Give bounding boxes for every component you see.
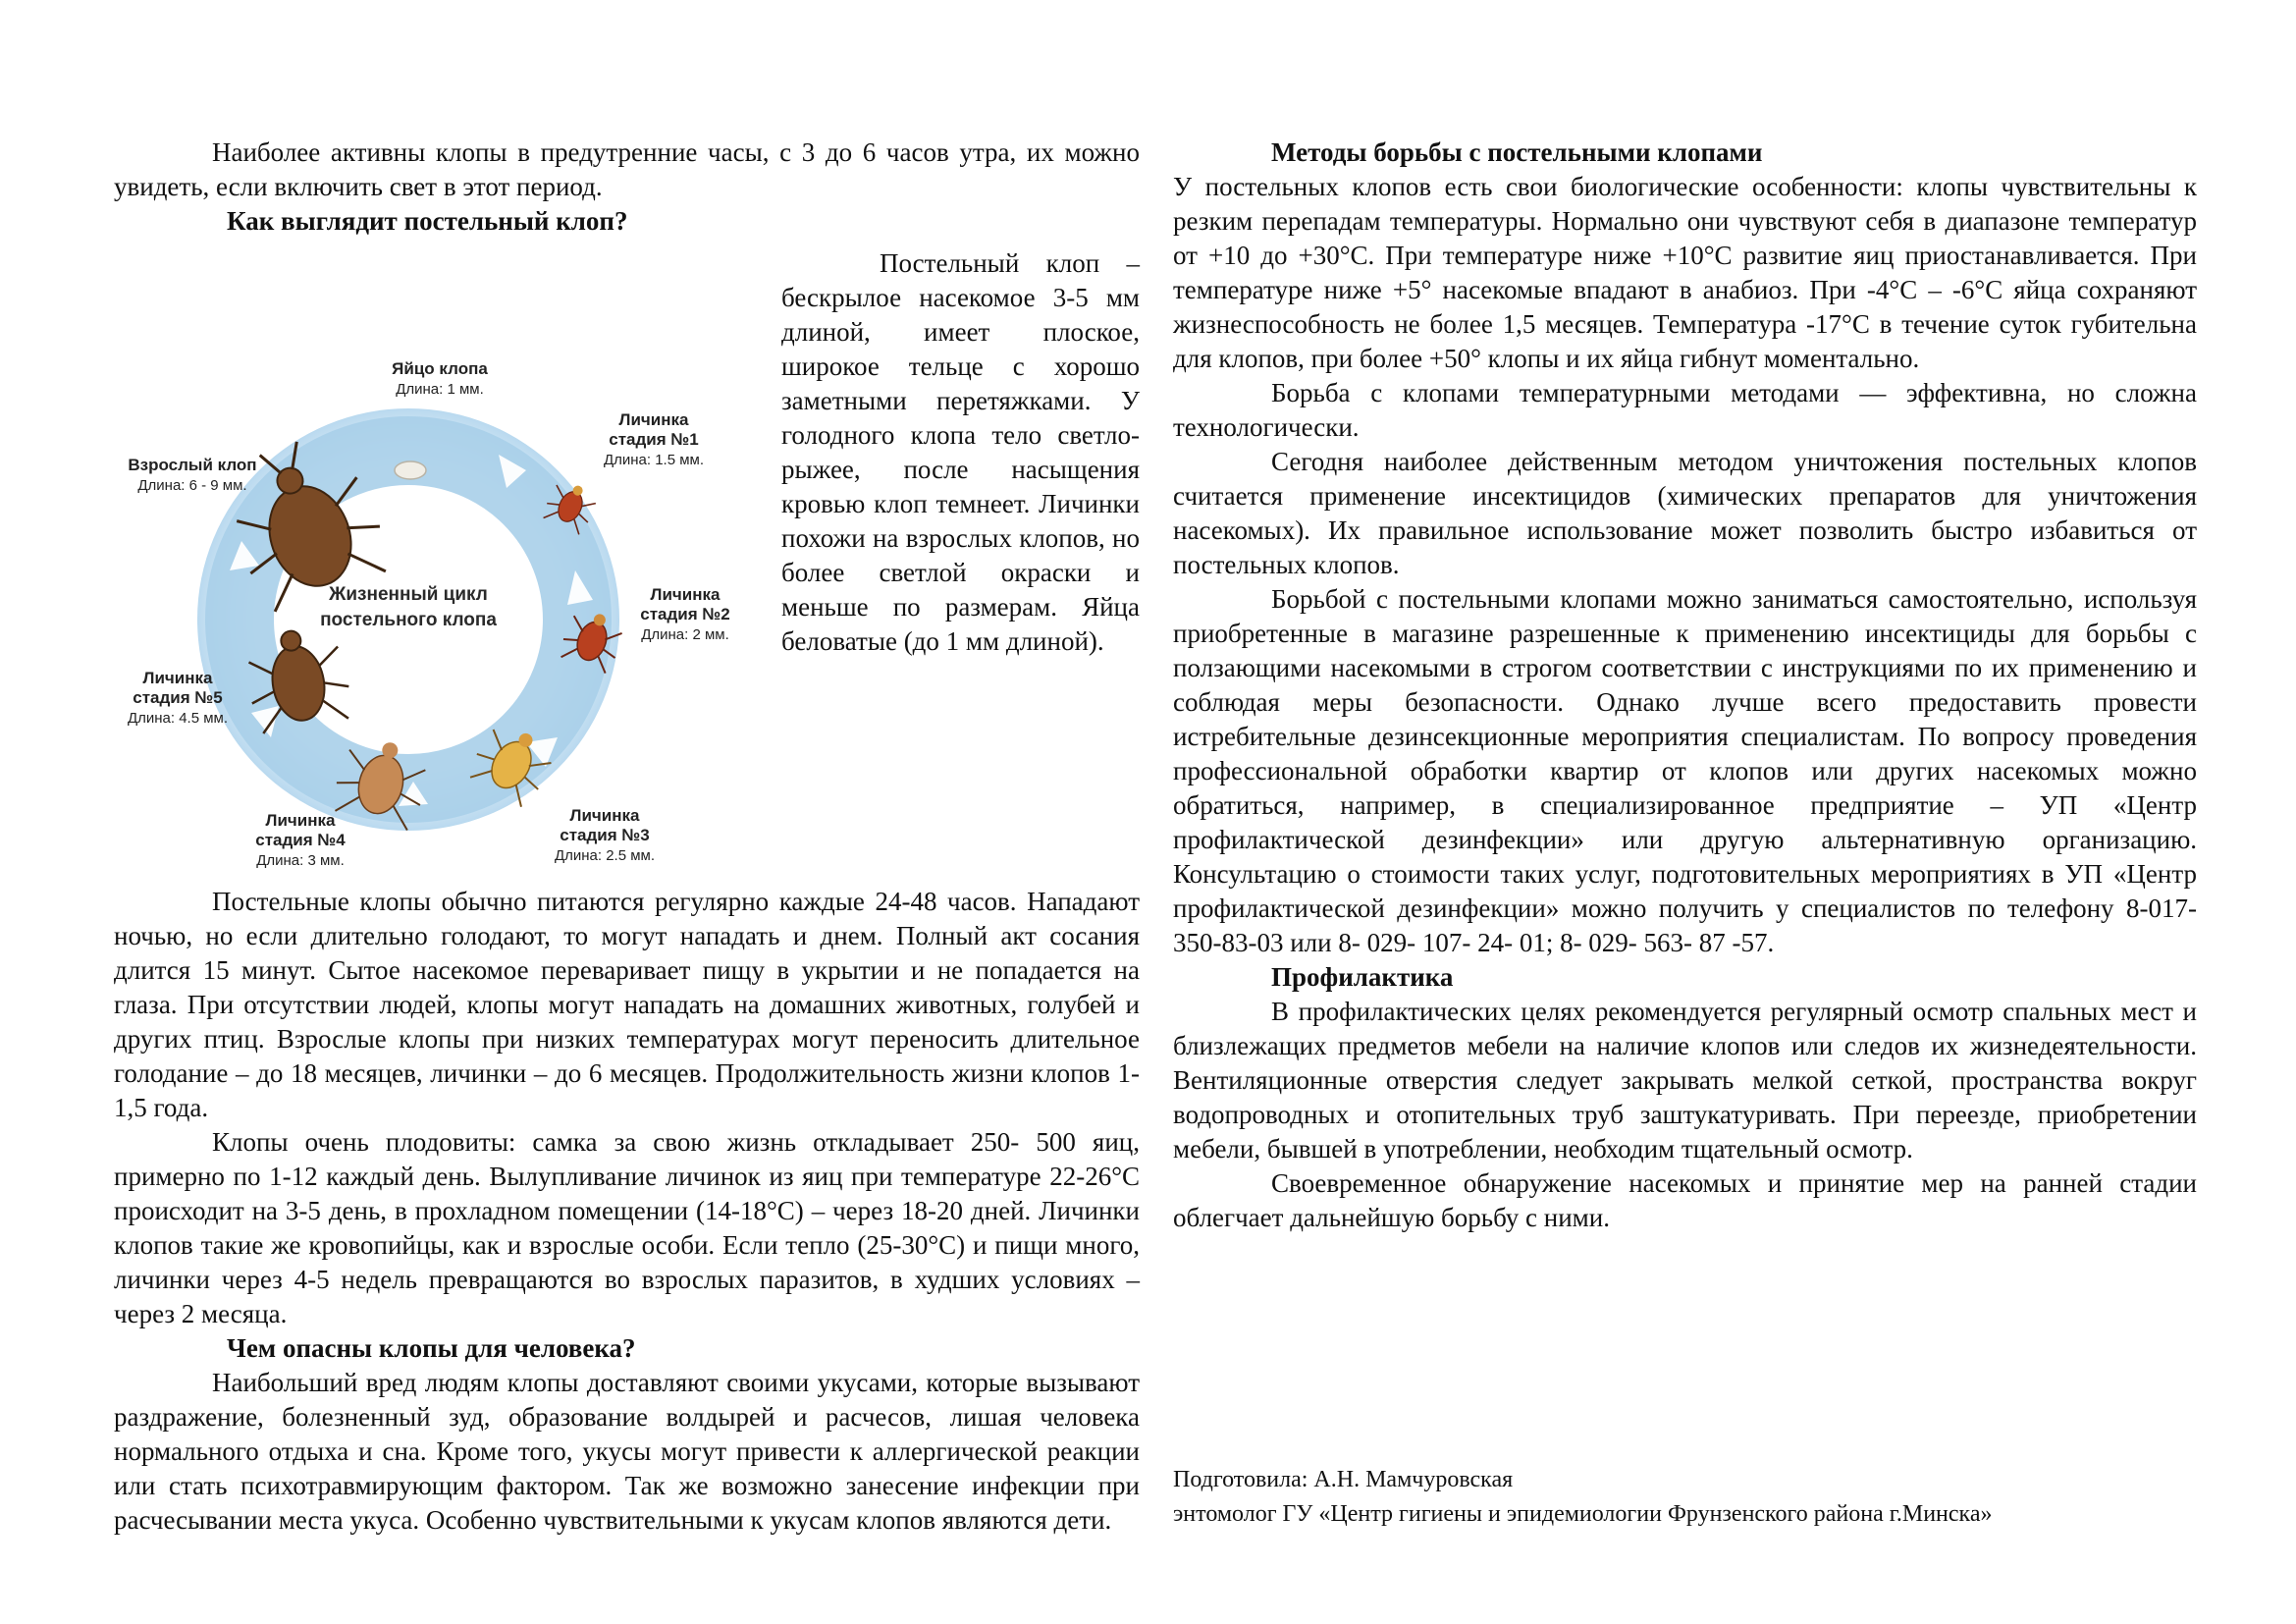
stage5-length: Длина: 4.5 мм. — [127, 710, 229, 727]
heading-appearance: Как выглядит постельный клоп? — [227, 206, 628, 236]
stage5-title1: Личинка — [142, 669, 213, 687]
left-column — [114, 135, 1140, 1538]
egg-length: Длина: 1 мм. — [396, 381, 484, 398]
signature-affiliation: энтомолог ГУ «Центр гигиены и эпидемиологии Фрунзенского района г.Минска» — [1173, 1501, 1993, 1527]
intro-paragraph: Наиболее активны клопы в предутренние часы, с 3 до 6 часов утра, их можно увидеть, если включить свет в этот период. — [114, 137, 1140, 201]
heading-danger: Чем опасны клопы для человека? — [227, 1333, 636, 1363]
stage1-title2: стадия №1 — [609, 430, 699, 449]
heading-methods: Методы борьбы с постельными клопами — [1271, 137, 1763, 167]
stage3-title2: стадия №3 — [560, 826, 650, 844]
stage2-title1: Личинка — [650, 585, 721, 604]
stage4-title2: стадия №4 — [255, 831, 346, 849]
stage3-length: Длина: 2.5 мм. — [554, 847, 656, 864]
center-label-line2: постельного клопа — [320, 610, 497, 630]
feeding-paragraph: Постельные клопы обычно питаются регулярно каждые 24-48 часов. Нападают ночью, но если длительно голодают, то могут нападать и днем. Полный акт сосания длится 15 минут. Сытое насекомое переваривает пищу в укрытии и не попадается на глаза. При отсутствии людей, клопы могут нападать на домашних животных, голубей и других птиц. Взрослые клопы при низких температурах могут переносить длительное голодание – до 18 месяцев, личинки – до 6 месяцев. Продолжительность жизни клопов 1-1,5 года. — [114, 887, 1140, 1122]
signature-block — [1173, 1463, 1993, 1532]
stage1-title1: Личинка — [618, 410, 689, 429]
stage2-length: Длина: 2 мм. — [641, 626, 729, 643]
stage3-title1: Личинка — [569, 806, 640, 825]
stage1-length: Длина: 1.5 мм. — [603, 452, 705, 468]
methods-paragraph-4: Борьбой с постельными клопами можно заниматься самостоятельно, используя приобретенные в магазине разрешенные к применению инсектициды для борьбы с ползающими насекомыми в строгом соответствии с инструкциями по их применению и соблюдая меры безопасности. Однако лучше всего предоставить провести истребительные дезинсекционные мероприятия специалистам. По вопросу проведения профессиональной обработки квартир от клопов или других насекомых можно обратиться, например, в специализированное предприятие – УП «Центр профилактической дезинфекции» или другую альтернативную организацию. Консультацию о стоимости таких услуг, подготовительных мероприятиях в УП «Центр профилактической дезинфекции» можно получить у специалистов по телефону 8-017-350-83-03 или 8- 029- 107- 24- 01; 8- 029- 563- 87 -57. — [1173, 584, 2197, 957]
signature-author: Подготовила: А.Н. Мамчуровская — [1173, 1467, 1514, 1492]
life-cycle-block — [114, 246, 1140, 885]
adult-length: Длина: 6 - 9 мм. — [137, 477, 247, 494]
center-label-line1: Жизненный цикл — [329, 584, 488, 605]
heading-prevention: Профилактика — [1271, 962, 1454, 992]
life-cycle-diagram — [114, 246, 781, 885]
stage2-title2: стадия №2 — [640, 605, 730, 623]
bug-description-text: Постельный клоп – бескрылое насекомое 3-5 мм длиной, имеет плоское, широкое тельце с хорошо заметными перетяжками. У голодного клопа тело светло-рыжее, после насыщения кровью клоп темнеет. Личинки похожи на взрослых клопов, но более светлой окраски и меньше по размерам. Яйца беловатые (до 1 мм длиной). — [781, 248, 1140, 656]
prevention-paragraph-2: Своевременное обнаружение насекомых и принятие мер на ранней стадии облегчает дальнейшую борьбу с ними. — [1173, 1168, 2197, 1232]
danger-paragraph: Наибольший вред людям клопы доставляют своими укусами, которые вызывают раздражение, болезненный зуд, образование волдырей и расчесов, лишая человека нормального отдыха и сна. Кроме того, укусы могут привести к аллергической реакции или стать психотравмирующим фактором. Так же возможно занесение инфекции при расчесывании места укуса. Особенно чувствительными к укусам клопов являются дети. — [114, 1368, 1140, 1535]
egg-icon — [395, 461, 426, 479]
prevention-paragraph-1: В профилактических целях рекомендуется регулярный осмотр спальных мест и близлежащих предметов мебели на наличие клопов или следов их жизнедеятельности. Вентиляционные отверстия следует закрывать мелкой сеткой, пространства вокруг водопроводных и отопительных труб заштукатуривать. При переезде, приобретении мебели, бывшей в употреблении, необходим тщательный осмотр. — [1173, 997, 2197, 1164]
stage5-title2: стадия №5 — [133, 688, 223, 707]
stage4-length: Длина: 3 мм. — [256, 852, 345, 869]
methods-paragraph-3: Сегодня наиболее действенным методом уничтожения постельных клопов считается применение инсектицидов (химических препаратов для уничтожения насекомых). Их правильное использование может позволить быстро избавиться от постельных клопов. — [1173, 447, 2197, 579]
egg-title: Яйцо клопа — [392, 359, 488, 378]
bug-description — [781, 246, 1140, 659]
fertility-paragraph: Клопы очень плодовиты: самка за свою жизнь откладывает 250- 500 яиц, примерно по 1-12 каждый день. Вылупливание личинок из яиц при температуре 22-26°С происходит на 3-5 день, в прохладном помещении (14-18°С) – через 18-20 дней. Личинки клопов такие же кровопийцы, как и взрослые особи. Если тепло (25-30°С) и пищи много, личинки через 4-5 недель превращаются во взрослых паразитов, в худших условиях – через 2 месяца. — [114, 1127, 1140, 1328]
adult-title: Взрослый клоп — [128, 456, 257, 474]
methods-paragraph-2: Борьба с клопами температурными методами — эффективна, но сложна технологически. — [1173, 378, 2197, 442]
methods-paragraph-1: У постельных клопов есть свои биологические особенности: клопы чувствительны к резким перепадам температуры. Нормально они чувствуют себя в диапазоне температур от +10 до +30°С. При температуре ниже +10°С развитие яиц приостанавливается. При температуре ниже +5° насекомые впадают в анабиоз. При -4°С – -6°С яйца сохраняют жизнеспособность не более 1,5 месяцев. Температура -17°С в течение суток губительна для клопов, при более +50° клопы и их яйца гибнут моментально. — [1173, 172, 2197, 373]
stage4-title1: Личинка — [265, 811, 336, 830]
right-column — [1173, 135, 2197, 1235]
